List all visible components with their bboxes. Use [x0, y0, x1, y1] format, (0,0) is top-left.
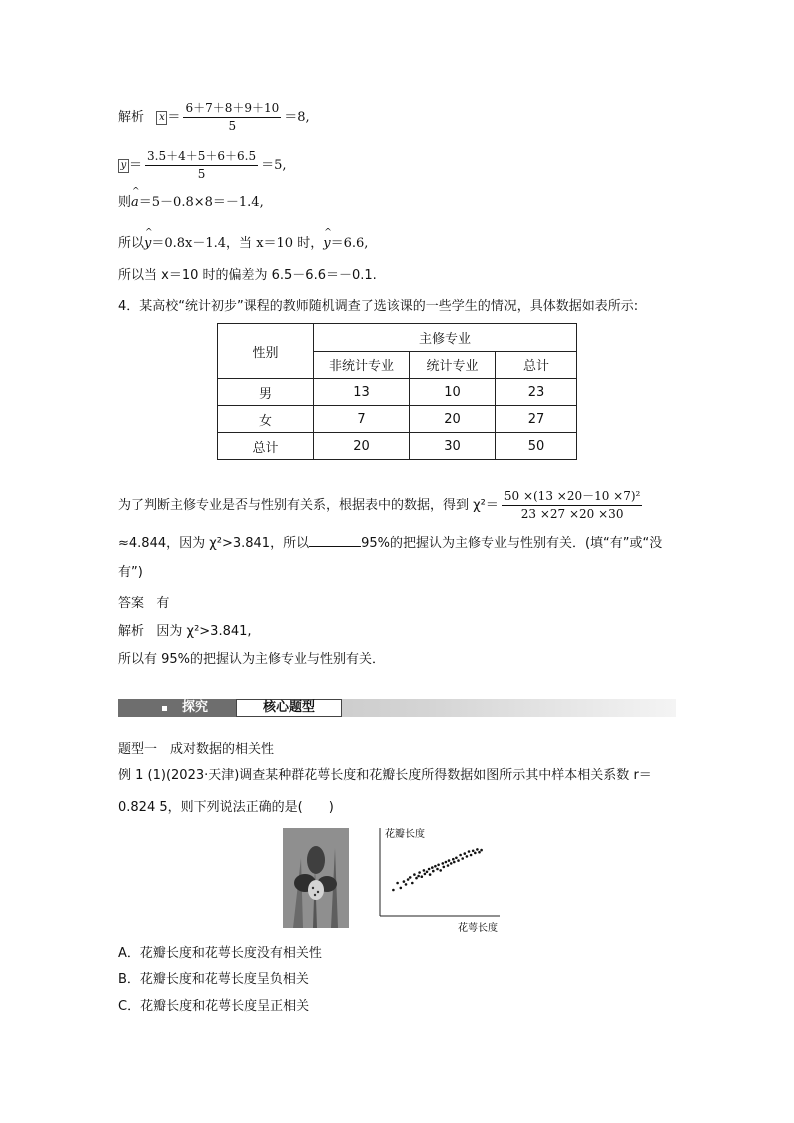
table-cell: 30	[410, 433, 496, 460]
answer-value: 有	[156, 596, 170, 611]
scatter-point	[413, 873, 416, 876]
scatter-point	[432, 870, 435, 873]
scatter-point	[429, 873, 432, 876]
table-col-header: 非统计专业	[314, 351, 410, 379]
scatter-point	[461, 857, 464, 860]
ybar-result: ＝5,	[261, 158, 287, 173]
scatter-point	[437, 864, 440, 867]
scatter-point	[409, 876, 412, 879]
chi-square-numerator: 50 ×(13 ×20－10 ×7)²	[502, 488, 643, 506]
table-row-label: 总计	[218, 433, 314, 460]
answer-blank[interactable]	[309, 532, 361, 547]
xbar-numerator: 6＋7＋8＋9＋10	[183, 100, 281, 118]
table-col-header: 统计专业	[410, 351, 496, 379]
scatter-point	[436, 868, 439, 871]
a-hat-line	[118, 193, 264, 213]
contingency-table	[217, 323, 577, 460]
table-corner-cell: 性别	[218, 324, 314, 379]
scatter-point	[434, 865, 437, 868]
table-cell: 50	[496, 433, 577, 460]
chi-square-denominator: 23 ×27 ×20 ×30	[520, 507, 624, 521]
scatter-point	[453, 861, 456, 864]
scatter-point	[439, 869, 442, 872]
scatter-point	[418, 871, 421, 874]
stem-line2-b: 95%的把握认为主修专业与性别有关．(填“有”或“没	[361, 536, 663, 551]
scatter-point	[445, 861, 448, 864]
example-line-2: 0.824 5，则下列说法正确的是( )	[118, 800, 334, 815]
analysis-line-1	[118, 622, 252, 642]
scatter-point	[423, 869, 426, 872]
answer-label: 答案	[118, 596, 145, 611]
table-cell: 20	[410, 406, 496, 433]
y-hat-symbol-2: ^ y	[323, 234, 330, 254]
y-prefix: 所以	[118, 236, 145, 251]
xbar-denominator: 5	[228, 119, 237, 133]
table-row	[218, 406, 577, 433]
scatter-point	[407, 878, 410, 881]
scatter-point	[459, 854, 462, 857]
table-row	[218, 433, 577, 460]
option-c[interactable]: C．花瓣长度和花萼长度呈正相关	[118, 999, 310, 1014]
xbar-formula-line: 解析 x ＝ $\frac{6+7+8+9+10}{5}$ ＝8,	[118, 101, 310, 133]
table-row	[218, 379, 577, 406]
scatter-point	[405, 883, 408, 886]
scatter-point	[442, 862, 445, 865]
scatter-point	[480, 849, 483, 852]
scatter-point	[464, 852, 467, 855]
analysis-text-1: 因为 χ²>3.841,	[156, 624, 252, 639]
table-cell: 10	[410, 379, 496, 406]
ybar-symbol: y	[118, 159, 129, 173]
scatter-point	[448, 859, 451, 862]
a-hat-expression: ＝5－0.8×8＝－1.4,	[138, 195, 264, 210]
scatter-point	[400, 887, 403, 890]
scatter-point	[443, 866, 446, 869]
scatter-point	[472, 850, 475, 853]
table-row-label: 男	[218, 379, 314, 406]
analysis-label: 解析	[118, 624, 145, 639]
table-header-row	[218, 324, 577, 352]
scatter-point	[478, 851, 481, 854]
solution-label: 解析	[118, 110, 145, 125]
scatter-point	[431, 866, 434, 869]
ybar-formula-line: y ＝ $\frac{3.5+4+5+6+6.5}{5}$ ＝5,	[118, 148, 287, 183]
scatter-point	[415, 877, 418, 880]
scatter-plot	[375, 826, 505, 936]
option-b[interactable]: B．花瓣长度和花萼长度呈负相关	[118, 972, 309, 987]
y-axis-label: 花瓣长度	[385, 829, 425, 840]
scatter-point	[457, 859, 460, 862]
scatter-point	[470, 854, 473, 857]
scatter-point	[474, 852, 477, 855]
scatter-point	[417, 875, 420, 878]
table-cell: 13	[314, 379, 410, 406]
flower-image-icon	[283, 828, 349, 928]
scatter-point	[426, 871, 429, 874]
scatter-point	[396, 882, 399, 885]
banner-left-label: 探究	[182, 700, 209, 715]
answer-line	[118, 594, 169, 614]
xbar-fraction	[183, 100, 281, 135]
chi-square-fraction	[502, 488, 643, 523]
ybar-numerator: 3.5＋4＋5＋6＋6.5	[145, 148, 258, 166]
table-cell: 23	[496, 379, 577, 406]
scatter-point	[428, 868, 431, 871]
iris-flower-photo	[283, 828, 349, 928]
ybar-fraction	[145, 148, 258, 183]
topic-title: 题型一 成对数据的相关性	[118, 742, 275, 757]
stem-line3: 有”)	[118, 565, 143, 580]
scatter-point	[447, 864, 450, 867]
scatter-point	[466, 855, 469, 858]
chi-square-stem: 为了判断主修专业是否与性别有关系，根据表中的数据，得到 χ²＝	[118, 498, 499, 513]
table-cell: 7	[314, 406, 410, 433]
banner-right-label: 核心题型	[236, 699, 342, 717]
scatter-point	[392, 889, 395, 892]
table-col-header: 总计	[496, 351, 577, 379]
xbar-result: ＝8,	[284, 110, 310, 125]
banner-tag-explore	[118, 699, 236, 717]
table-cell: 20	[314, 433, 410, 460]
regression-expression: ＝0.8x－1.4，当 x＝10 时，	[151, 236, 324, 251]
square-bullet-icon	[162, 706, 167, 711]
scatter-point	[452, 858, 455, 861]
example-line-1: 例 1 (1)(2023·天津)调查某种群花萼长度和花瓣长度所得数据如图所示其中样本相关系数 r＝	[118, 768, 652, 783]
scatter-point	[450, 862, 453, 865]
scatter-point	[455, 857, 458, 860]
x-axis-label: 花萼长度	[458, 923, 498, 934]
scatter-point	[403, 880, 406, 883]
a-prefix: 则	[118, 195, 132, 210]
xbar-symbol: x	[156, 111, 167, 125]
scatter-point	[411, 882, 414, 885]
scatter-points	[392, 848, 483, 891]
scatter-point	[424, 873, 427, 876]
fill-blank-line	[118, 532, 662, 554]
section-banner	[118, 699, 676, 717]
analysis-line-2: 所以有 95%的把握认为主修专业与性别有关．	[118, 652, 386, 667]
residual-line: 所以当 x＝10 时的偏差为 6.5－6.6＝－0.1.	[118, 268, 377, 283]
regression-line	[118, 234, 368, 254]
scatter-point	[421, 875, 424, 878]
a-hat-symbol: ^ a	[131, 193, 139, 213]
question-4-text: 4．某高校“统计初步”课程的教师随机调查了选该课的一些学生的情况，具体数据如表所示:	[118, 299, 639, 314]
chi-square-line	[118, 488, 645, 523]
ybar-denominator: 5	[197, 167, 206, 181]
y-hat-value: ＝6.6,	[330, 236, 369, 251]
option-a[interactable]: A．花瓣长度和花萼长度没有相关性	[118, 946, 322, 961]
stem-line2-a: ≈4.844，因为 χ²>3.841，所以	[118, 536, 310, 551]
y-hat-symbol: ^ y	[144, 234, 151, 254]
table-cell: 27	[496, 406, 577, 433]
scatter-point	[476, 848, 479, 851]
table-group-header: 主修专业	[314, 324, 577, 352]
scatter-point	[468, 850, 471, 853]
table-row-label: 女	[218, 406, 314, 433]
